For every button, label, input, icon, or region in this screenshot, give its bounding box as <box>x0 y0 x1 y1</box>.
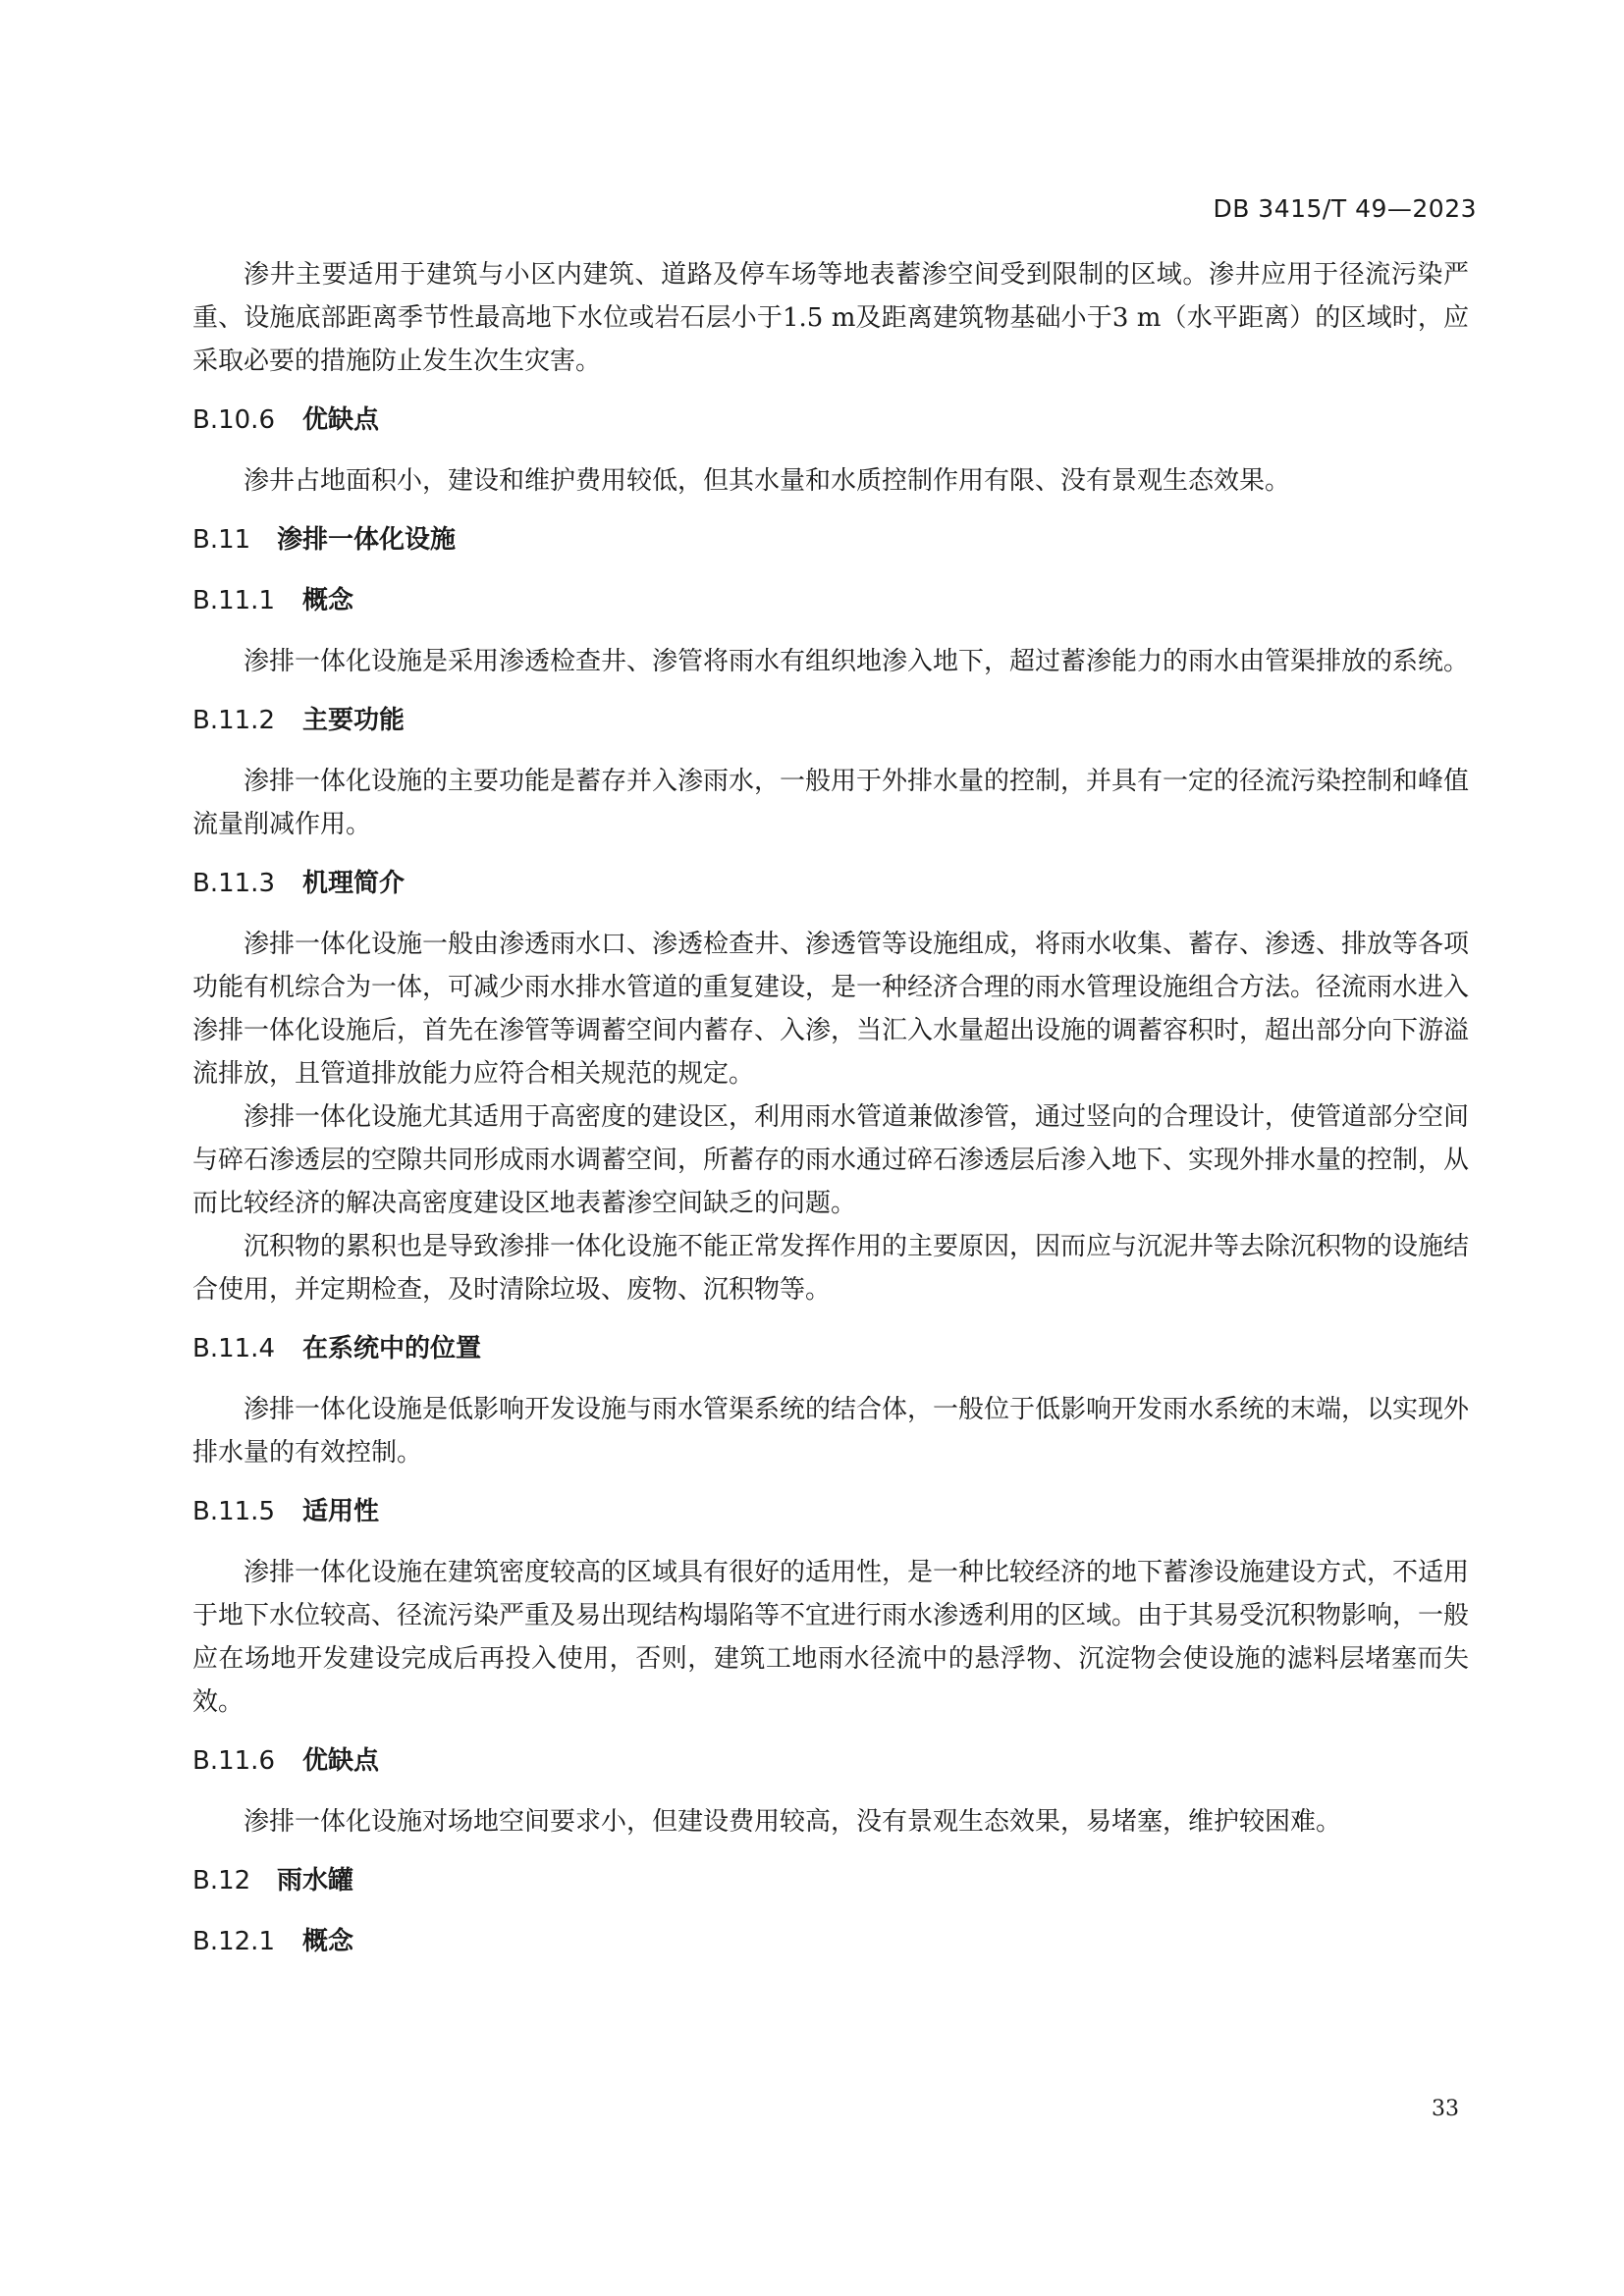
heading-number: B.11.5 <box>192 1497 275 1526</box>
subsection-heading <box>192 1739 1469 1783</box>
subsection-heading <box>192 1490 1469 1533</box>
heading-number: B.11.4 <box>192 1334 275 1363</box>
subsection-heading <box>192 1920 1469 1963</box>
document-code: DB 3415/T 49—2023 <box>1213 194 1477 223</box>
heading-title: 概念 <box>302 1927 354 1956</box>
body-paragraph: 渗井占地面积小，建设和维护费用较低，但其水量和水质控制作用有限、没有景观生态效果。 <box>244 466 1291 496</box>
body-paragraph: 沉积物的累积也是导致渗排一体化设施不能正常发挥作用的主要原因，因而应与沉泥井等去除沉积物的设施结合使用，并定期检查，及时清除垃圾、废物、沉积物等。 <box>192 1232 1470 1305</box>
subsection-heading <box>192 1327 1469 1370</box>
heading-number: B.12.1 <box>192 1927 275 1956</box>
body-paragraph: 渗井主要适用于建筑与小区内建筑、道路及停车场等地表蓄渗空间受到限制的区域。渗井应用于径流污染严重、设施底部距离季节性最高地下水位或岩石层小于1.5 m及距离建筑物基础小于3 m（水平距离）的区域时，应采取必要的措施防止发生次生灾害。 <box>192 260 1469 376</box>
heading-title: 雨水罐 <box>277 1866 354 1896</box>
heading-title: 优缺点 <box>302 405 380 435</box>
body-paragraph: 渗排一体化设施的主要功能是蓄存并入渗雨水，一般用于外排水量的控制，并具有一定的径流污染控制和峰值流量削减作用。 <box>192 767 1470 839</box>
heading-title: 在系统中的位置 <box>302 1334 482 1363</box>
heading-number: B.12 <box>192 1866 251 1896</box>
heading-number: B.11.3 <box>192 869 275 898</box>
document-body <box>192 253 1469 1981</box>
subsection-heading <box>192 699 1469 742</box>
heading-title: 机理简介 <box>302 869 406 898</box>
body-paragraph: 渗排一体化设施是采用渗透检查井、渗管将雨水有组织地渗入地下，超过蓄渗能力的雨水由管渠排放的系统。 <box>244 647 1470 676</box>
subsection-heading <box>192 399 1469 442</box>
body-paragraph: 渗排一体化设施一般由渗透雨水口、渗透检查井、渗透管等设施组成，将雨水收集、蓄存、渗透、排放等各项功能有机综合为一体，可减少雨水排水管道的重复建设，是一种经济合理的雨水管理设施组合方法。径流雨水进入渗排一体化设施后，首先在渗管等调蓄空间内蓄存、入渗，当汇入水量超出设施的调蓄容积时，超出部分向下游溢流排放，且管道排放能力应符合相关规范的规定。 <box>192 930 1470 1089</box>
body-paragraph: 渗排一体化设施对场地空间要求小，但建设费用较高，没有景观生态效果，易堵塞，维护较困难。 <box>244 1807 1342 1837</box>
heading-number: B.11.6 <box>192 1746 275 1776</box>
heading-number: B.10.6 <box>192 405 275 435</box>
heading-number: B.11.2 <box>192 706 275 735</box>
heading-number: B.11 <box>192 525 251 555</box>
subsection-heading <box>192 862 1469 905</box>
page-number: 33 <box>1432 2097 1459 2121</box>
heading-title: 渗排一体化设施 <box>277 525 457 555</box>
heading-title: 优缺点 <box>302 1746 380 1776</box>
heading-title: 概念 <box>302 586 354 615</box>
heading-title: 主要功能 <box>302 706 406 735</box>
body-paragraph: 渗排一体化设施在建筑密度较高的区域具有很好的适用性，是一种比较经济的地下蓄渗设施建设方式，不适用于地下水位较高、径流污染严重及易出现结构塌陷等不宜进行雨水渗透利用的区域。由于其易受沉积物影响，一般应在场地开发建设完成后再投入使用，否则，建筑工地雨水径流中的悬浮物、沉淀物会使设施的滤料层堵塞而失效。 <box>192 1558 1470 1717</box>
body-paragraph: 渗排一体化设施尤其适用于高密度的建设区，利用雨水管道兼做渗管，通过竖向的合理设计，使管道部分空间与碎石渗透层的空隙共同形成雨水调蓄空间，所蓄存的雨水通过碎石渗透层后渗入地下、实现外排水量的控制，从而比较经济的解决高密度建设区地表蓄渗空间缺乏的问题。 <box>192 1102 1470 1218</box>
heading-title: 适用性 <box>302 1497 380 1526</box>
heading-number: B.11.1 <box>192 586 275 615</box>
section-heading <box>192 518 1469 561</box>
body-paragraph: 渗排一体化设施是低影响开发设施与雨水管渠系统的结合体，一般位于低影响开发雨水系统的末端，以实现外排水量的有效控制。 <box>192 1395 1470 1468</box>
section-heading <box>192 1859 1469 1902</box>
subsection-heading <box>192 579 1469 622</box>
